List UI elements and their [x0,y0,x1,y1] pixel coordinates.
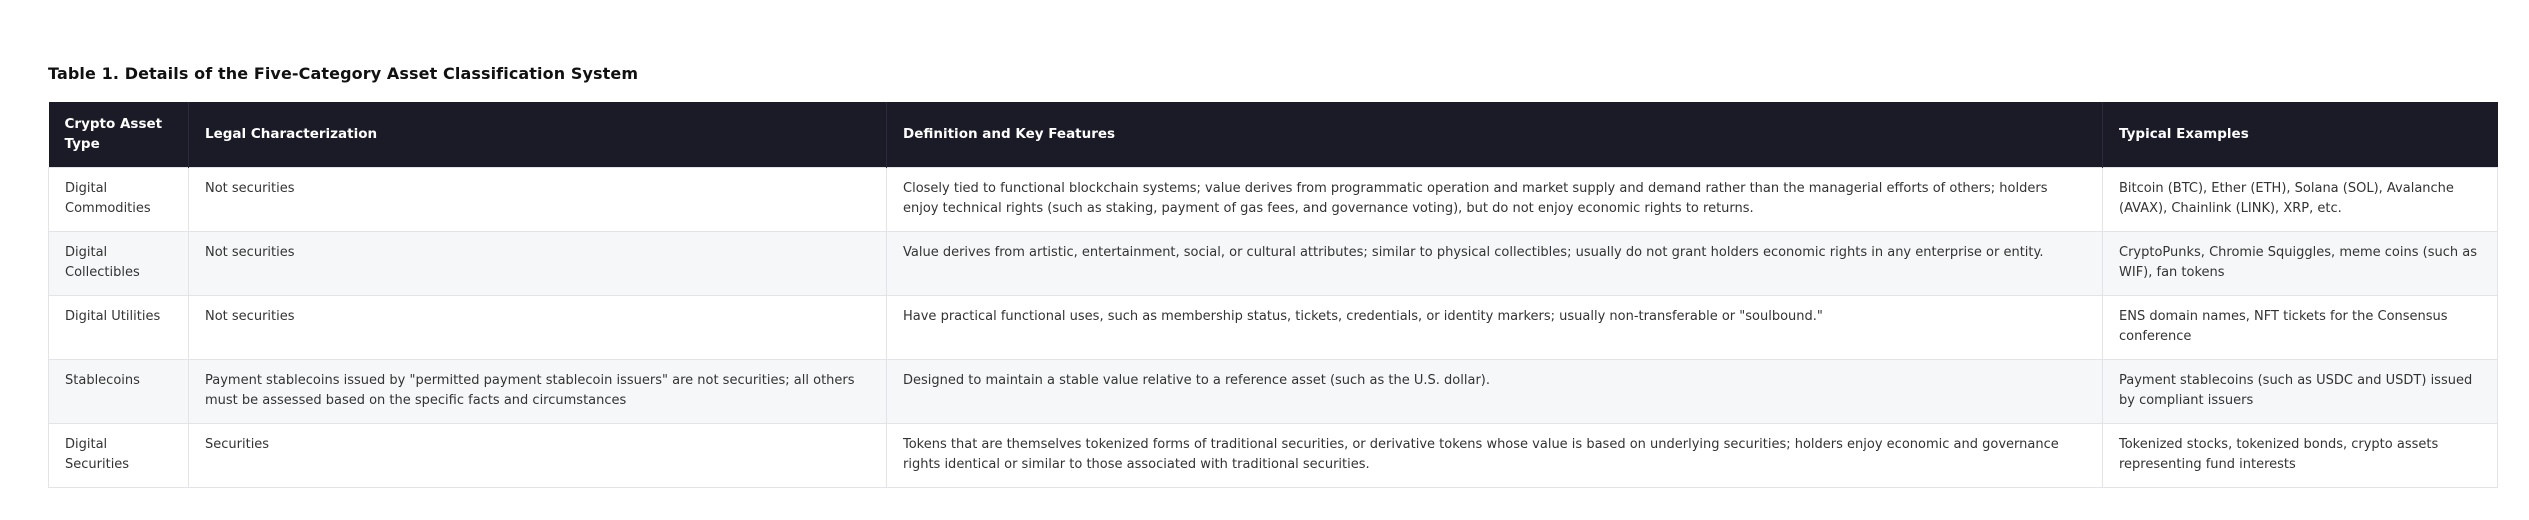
header-legal-characterization: Legal Characterization [189,102,887,167]
cell-asset-type: Digital Commodities [49,167,189,231]
cell-legal: Not securities [189,231,887,295]
cell-asset-type: Digital Utilities [49,295,189,359]
cell-definition: Closely tied to functional blockchain systems; value derives from programmatic operation and market supply and demand rather than the managerial efforts of others; holders enjoy technical rights (such as staking, payment of gas fees, and governance voting), but do not enjoy economic rights to returns. [887,167,2103,231]
cell-definition: Have practical functional uses, such as membership status, tickets, credentials, or identity markers; usually non-transferable or "soulbound." [887,295,2103,359]
cell-asset-type: Stablecoins [49,359,189,423]
table-header-row [49,102,2498,167]
table-caption: Table 1. Details of the Five-Category Asset Classification System [48,64,639,83]
table-row [49,295,2498,359]
asset-classification-table [48,102,2498,488]
table-row [49,423,2498,487]
cell-examples: Payment stablecoins (such as USDC and USDT) issued by compliant issuers [2103,359,2498,423]
cell-asset-type: Digital Collectibles [49,231,189,295]
cell-examples: Bitcoin (BTC), Ether (ETH), Solana (SOL), Avalanche (AVAX), Chainlink (LINK), XRP, etc. [2103,167,2498,231]
table-row [49,359,2498,423]
header-crypto-asset-type: Crypto Asset Type [49,102,189,167]
cell-legal: Securities [189,423,887,487]
cell-definition: Tokens that are themselves tokenized forms of traditional securities, or derivative tokens whose value is based on underlying securities; holders enjoy economic and governance rights identical or similar to those associated with traditional securities. [887,423,2103,487]
cell-asset-type: Digital Securities [49,423,189,487]
table-row [49,167,2498,231]
cell-definition: Value derives from artistic, entertainment, social, or cultural attributes; similar to physical collectibles; usually do not grant holders economic rights in any enterprise or entity. [887,231,2103,295]
cell-examples: CryptoPunks, Chromie Squiggles, meme coins (such as WIF), fan tokens [2103,231,2498,295]
cell-examples: ENS domain names, NFT tickets for the Consensus conference [2103,295,2498,359]
cell-legal: Payment stablecoins issued by "permitted payment stablecoin issuers" are not securities; all others must be assessed based on the specific facts and circumstances [189,359,887,423]
table-row [49,231,2498,295]
header-typical-examples: Typical Examples [2103,102,2498,167]
cell-legal: Not securities [189,295,887,359]
cell-legal: Not securities [189,167,887,231]
header-definition: Definition and Key Features [887,102,2103,167]
cell-examples: Tokenized stocks, tokenized bonds, crypto assets representing fund interests [2103,423,2498,487]
cell-definition: Designed to maintain a stable value relative to a reference asset (such as the U.S. dollar). [887,359,2103,423]
